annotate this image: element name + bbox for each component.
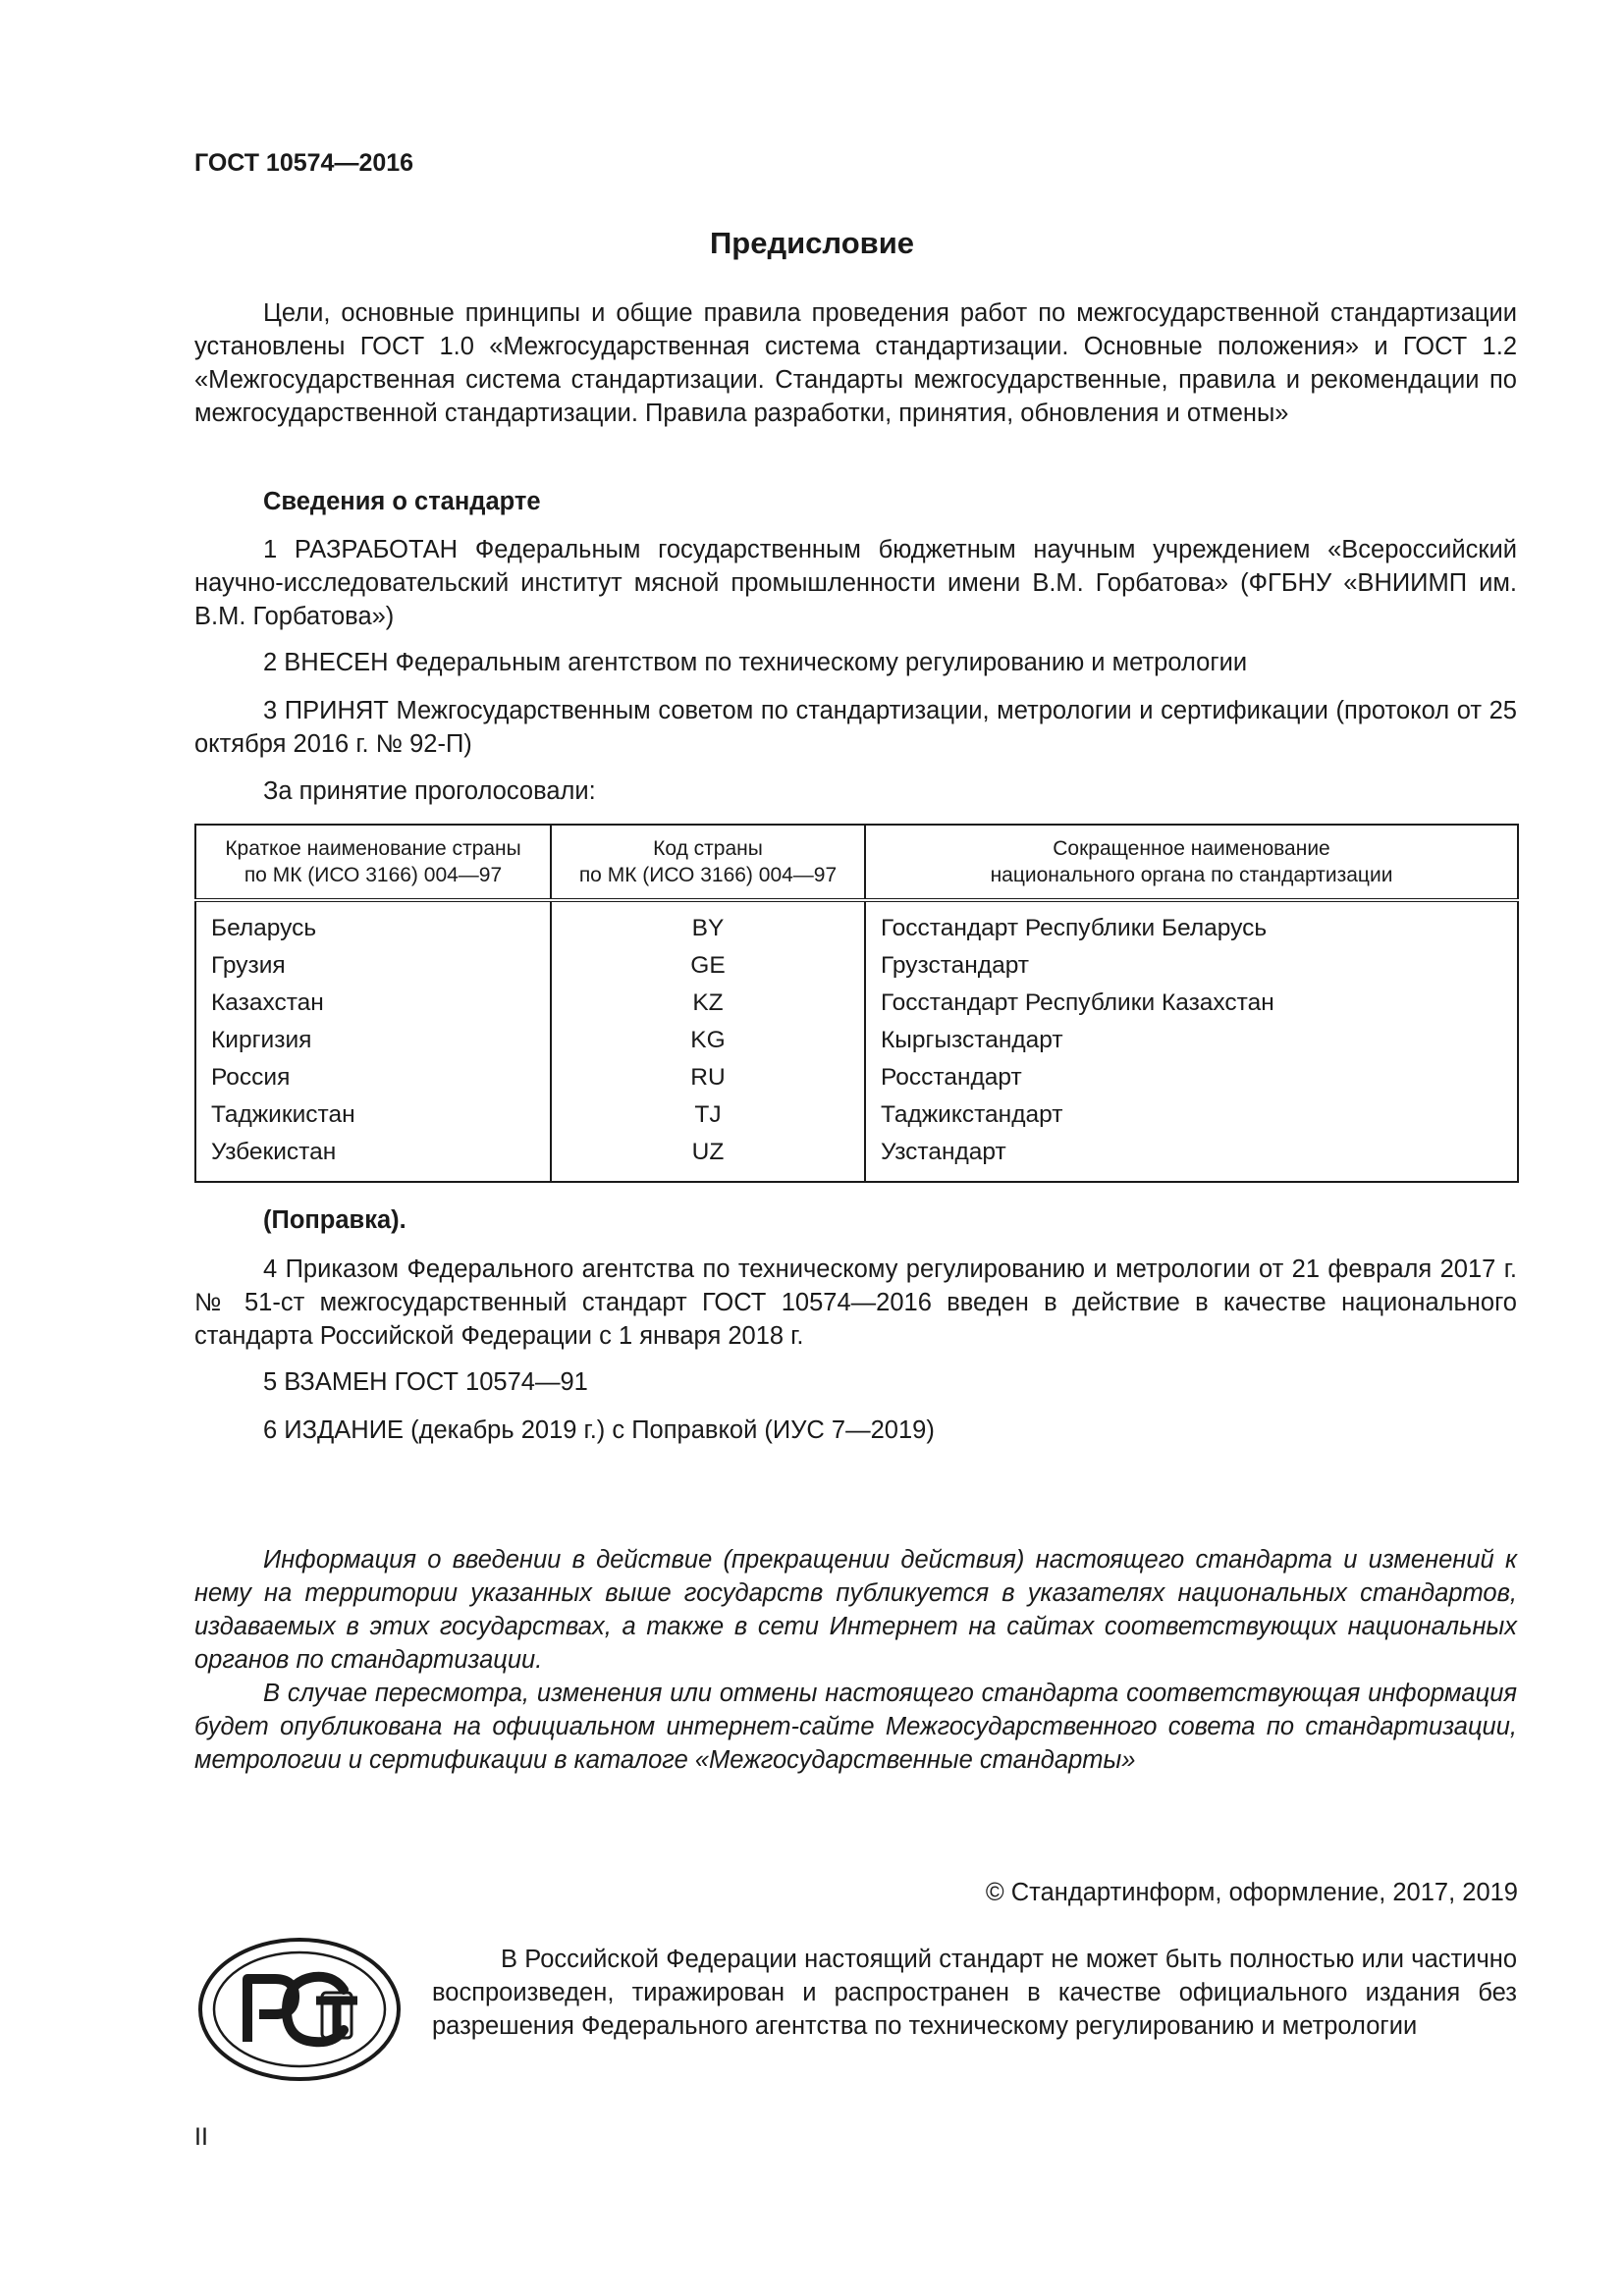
logo-svg	[196, 1936, 403, 2083]
page-number: II	[194, 2123, 208, 2151]
amendment-note: (Поправка).	[263, 1206, 406, 1234]
notice-2-text: В случае пересмотра, изменения или отмены настоящего стандарта соответствующая информация будет опубликована на официальном интернет-сайте Межгосударственного совета по стандартизации, метрологии и сертификации в каталоге «Межгосударственные стандарты»	[194, 1680, 1517, 1774]
item-4-text: 4 Приказом Федерального агентства по техническому регулированию и метрологии от 21 февраля 2017 г. № 51-ст межгосударственный стандарт ГОСТ 10574—2016 введен в действие в качестве национального стандарта Российской Федерации с 1 января 2018 г.	[194, 1255, 1517, 1350]
item-2	[194, 646, 1517, 679]
country-cell: Казахстан	[211, 989, 324, 1016]
header-code	[551, 825, 865, 900]
table-row	[195, 900, 1518, 947]
voting-table	[194, 824, 1519, 1183]
document-code: ГОСТ 10574—2016	[194, 149, 414, 177]
page-title: Предисловие	[709, 226, 914, 260]
table-row	[195, 985, 1518, 1022]
voted-label-text: За принятие проголосовали:	[263, 777, 596, 805]
code-cell: GE	[551, 947, 865, 985]
rights-paragraph	[432, 1943, 1517, 2043]
item-3	[194, 694, 1517, 761]
header-body	[865, 825, 1518, 900]
code-cell: UZ	[551, 1134, 865, 1182]
table-row	[195, 1059, 1518, 1096]
body-cell: Госстандарт Республики Казахстан	[865, 985, 1518, 1022]
voted-label	[194, 774, 1517, 808]
country-cell: Россия	[211, 1064, 291, 1091]
table-header-row	[195, 825, 1518, 900]
notice-paragraph-2	[194, 1677, 1517, 1777]
item-5	[194, 1365, 1517, 1399]
rst-certification-mark-icon	[196, 1936, 403, 2083]
header-code-line2: по МК (ИСО 3166) 004—97	[578, 864, 838, 886]
copyright-line: © Стандартинформ, оформление, 2017, 2019	[985, 1879, 1518, 1906]
header-code-line1: Код страны	[653, 837, 763, 860]
country-cell: Грузия	[211, 952, 286, 979]
intro-paragraph	[194, 296, 1517, 430]
item-1-text: 1 РАЗРАБОТАН Федеральным государственным бюджетным научным учреждением «Всероссийский научно-исследовательский институт мясной промышленности имени В.М. Горбатова» (ФГБНУ «ВНИИМП им. В.М. Горбатова»)	[194, 536, 1517, 630]
item-3-text: 3 ПРИНЯТ Межгосударственным советом по стандартизации, метрологии и сертификации (протокол от 25 октября 2016 г. № 92-П)	[194, 697, 1517, 758]
item-5-text: 5 ВЗАМЕН ГОСТ 10574—91	[263, 1368, 588, 1396]
item-6-text: 6 ИЗДАНИЕ (декабрь 2019 г.) с Поправкой (ИУС 7—2019)	[263, 1416, 935, 1444]
notice-1-text: Информация о введении в действие (прекращении действия) настоящего стандарта и изменений к нему на территории указанных выше государств публикуется в указателях национальных стандартов, издаваемых в этих государствах, а также в сети Интернет на сайтах соответствующих национальных органов по стандартизации.	[194, 1546, 1517, 1674]
body-cell: Кыргызстандарт	[865, 1022, 1518, 1059]
item-2-text: 2 ВНЕСЕН Федеральным агентством по техническому регулированию и метрологии	[263, 649, 1248, 676]
item-6	[194, 1414, 1517, 1447]
code-cell: BY	[551, 900, 865, 947]
body-cell: Росстандарт	[865, 1059, 1518, 1096]
table-row	[195, 1134, 1518, 1182]
body-cell: Грузстандарт	[865, 947, 1518, 985]
header-body-line1: Сокращенное наименование	[1053, 837, 1330, 860]
table-row	[195, 947, 1518, 985]
table-row	[195, 1022, 1518, 1059]
code-cell: KZ	[551, 985, 865, 1022]
item-1	[194, 533, 1517, 633]
intro-text: Цели, основные принципы и общие правила проведения работ по межгосударственной стандартизации установлены ГОСТ 1.0 «Межгосударственная система стандартизации. Основные положения» и ГОСТ 1.2 «Межгосударственная система стандартизации. Стандарты межгосударственные, правила и рекомендации по межгосударственной стандартизации. Правила разработки, принятия, обновления и отмены»	[194, 299, 1517, 427]
body-cell: Таджикстандарт	[865, 1096, 1518, 1134]
header-country-line1: Краткое наименование страны	[225, 837, 521, 860]
notice-paragraph-1	[194, 1543, 1517, 1677]
code-cell: TJ	[551, 1096, 865, 1134]
country-cell: Таджикистан	[211, 1101, 355, 1128]
rights-text: В Российской Федерации настоящий стандарт не может быть полностью или частично воспроизведен, тиражирован и распространен в качестве официального издания без разрешения Федерального агентства по техническому регулированию и метрологии	[432, 1946, 1517, 2040]
header-body-line2: национального органа по стандартизации	[990, 864, 1393, 886]
country-cell: Киргизия	[211, 1027, 312, 1053]
table-row	[195, 1096, 1518, 1134]
header-country-line2: по МК (ИСО 3166) 004—97	[244, 864, 503, 886]
body-cell: Узстандарт	[865, 1134, 1518, 1182]
code-cell: RU	[551, 1059, 865, 1096]
info-heading: Сведения о стандарте	[263, 488, 541, 515]
header-country	[195, 825, 551, 900]
item-4	[194, 1253, 1517, 1353]
country-cell: Узбекистан	[211, 1139, 337, 1165]
body-cell: Госстандарт Республики Беларусь	[865, 900, 1518, 947]
code-cell: KG	[551, 1022, 865, 1059]
country-cell: Беларусь	[211, 915, 317, 941]
